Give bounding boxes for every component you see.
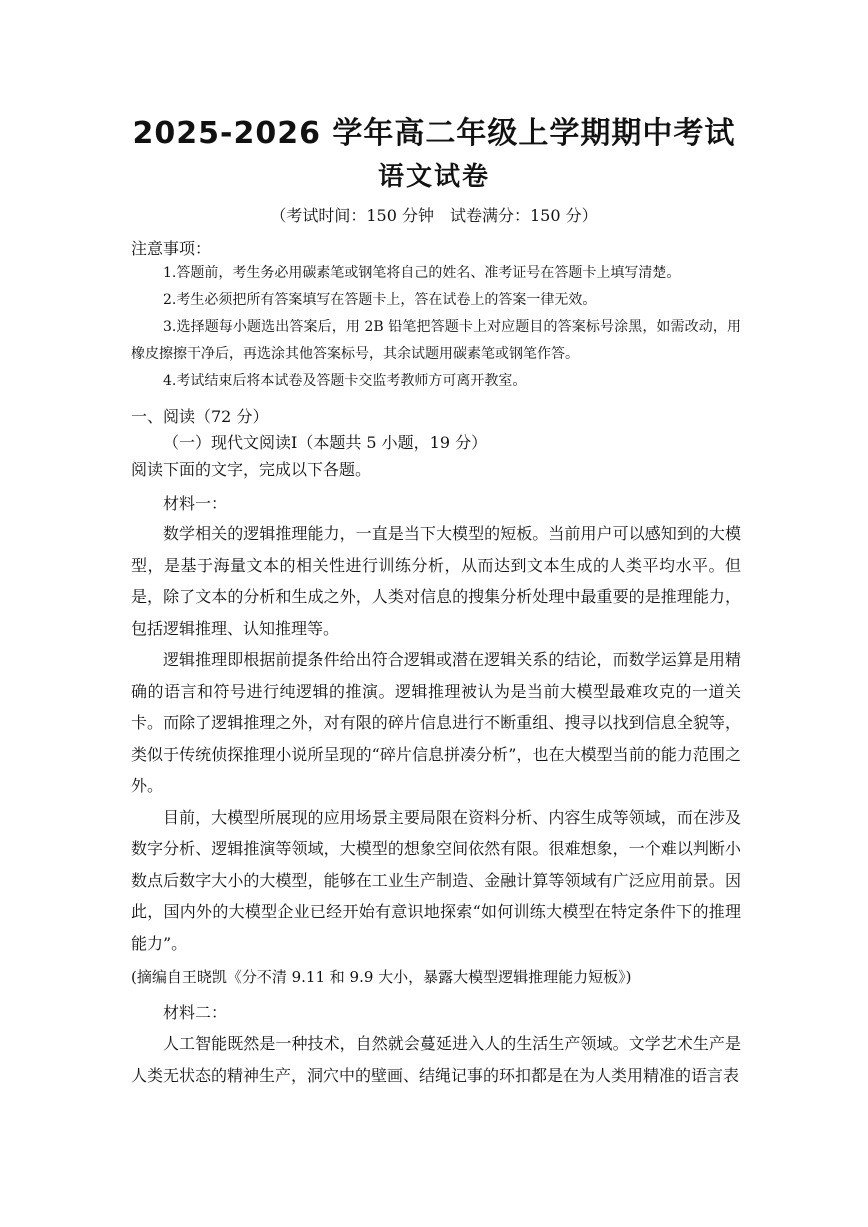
material1-label: 材料一：: [163, 494, 228, 513]
material2-paragraph: 人工智能既然是一种技术，自然就会蔓延进入人的生活生产领域。文学艺术生产是人类无状态的精神生产，洞穴中的壁画、结绳记事的环扣都是在为人类用精准的语言表: [131, 1034, 741, 1085]
note-item: 2.考生必须把所有答案填写在答题卡上，答在试卷上的答案一律无效。: [163, 292, 597, 308]
notes-heading: 注意事项：: [131, 239, 212, 258]
section-instruction: 阅读下面的文字，完成以下各题。: [131, 460, 372, 479]
material1-body: [131, 518, 741, 959]
notes-list: [131, 260, 741, 395]
exam-meta: （考试时间：150 分钟 试卷满分：150 分）: [270, 206, 598, 225]
note-item: 3.选择题每小题选出答案后，用 2B 铅笔把答题卡上对应题目的答案标号涂黑，如需改动，用橡皮擦擦干净后，再选涂其他答案标号，其余试题用碳素笔或钢笔作答。: [131, 319, 741, 362]
material1-source: (摘编自王晓凯《分不清 9.11 和 9.9 大小，暴露大模型逻辑推理能力短板》): [131, 968, 632, 986]
note-item: 1.答题前，考生务必用碳素笔或钢笔将自己的姓名、准考证号在答题卡上填写清楚。: [163, 265, 681, 281]
exam-title: 2025-2026 学年高二年级上学期期中考试: [132, 116, 736, 151]
note-item: 4.考试结束后将本试卷及答题卡交监考教师方可离开教室。: [163, 373, 527, 389]
material2-label: 材料二：: [163, 1003, 228, 1022]
section-sub: （一）现代文阅读Ⅰ（本题共 5 小题，19 分）: [163, 433, 488, 452]
section-part: 一、阅读（72 分）: [131, 407, 269, 426]
material1-paragraph: 目前，大模型所展现的应用场景主要局限在资料分析、内容生成等领域，而在涉及数字分析、逻辑推演等领域，大模型的想象空间依然有限。很难想象，一个难以判断小数点后数字大小的大模型，能够在工业生产制造、金融计算等领域有广泛应用前景。因此，国内外的大模型企业已经开始有意识地探索“如何训练大模型在特定条件下的推理能力”。: [131, 807, 741, 953]
material1-paragraph: 数学相关的逻辑推理能力，一直是当下大模型的短板。当前用户可以感知到的大模型，是基于海量文本的相关性进行训练分析，从而达到文本生成的人类平均水平。但是，除了文本的分析和生成之外，人类对信息的搜集分析处理中最重要的是推理能力，包括逻辑推理、认知推理等。: [131, 524, 741, 638]
exam-subtitle: 语文试卷: [377, 162, 490, 192]
material1-paragraph: 逻辑推理即根据前提条件给出符合逻辑或潜在逻辑关系的结论，而数学运算是用精确的语言和符号进行纯逻辑的推演。逻辑推理被认为是当前大模型最难攻克的一道关卡。而除了逻辑推理之外，对有限的碎片信息进行不断重组、搜寻以找到信息全貌等，类似于传统侦探推理小说所呈现的“碎片信息拼凑分析”，也在大模型当前的能力范围之外。: [131, 650, 741, 795]
material2-body: [131, 1028, 741, 1091]
